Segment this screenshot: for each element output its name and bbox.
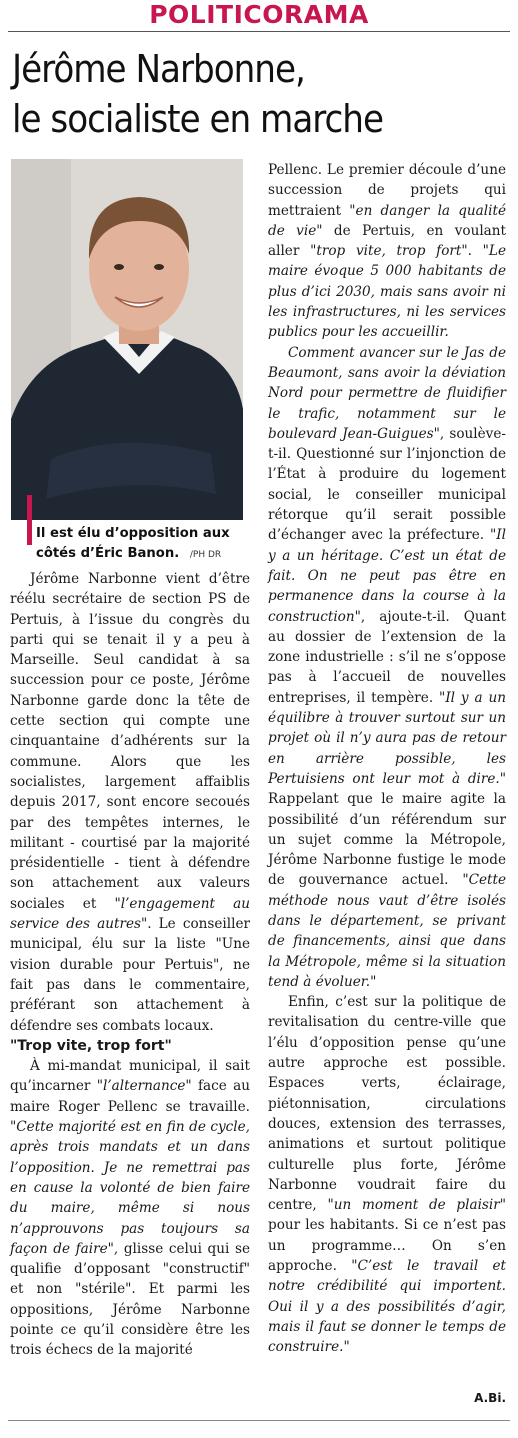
paragraph-centre-ville: Enfin, c’est sur la politique de revitalisation du centre-ville que l’élu d’opposition pense qu’une autre approche est possible. Espaces verts, éclairage, piétonnisation, circulations douces, extension des terrasses, animations et surtout politique culturelle plus forte, Jérôme Narbonne voudrait faire du centre, "un moment de plaisir" pour les habitants. Si ce n’est pas un programme… On s’en approche. "C’est le travail et notre crédibilité qui importent. Oui il y a des possibilités d’agir, mais il faut se donner le temps de construire." [268, 994, 507, 1356]
author-signature: A.Bi. [474, 1391, 506, 1405]
headline-line-1: Jérôme Narbonne, [12, 47, 305, 91]
paragraph-beaumont: Comment avancer sur le Jas de Beaumont, sans avoir la déviation Nord pour permettre de fluidifier le trafic, notamment sur le boulevard Jean-Guigues", soulève-t-il. Questionné sur l’injonction de l’État à produire du logement social, le conseiller municipal rétorque qu’il serait possible d’échanger avec la préfecture. "Il y a un héritage. C’est un état de fait. On ne peut pas être en permanence dans la course à la construction", ajoute-t-il. Quant au dossier de l’extension de la zone industrielle : s’il ne s’oppose pas à l’accueil de nouvelles entreprises, il tempère. "Il y a un équilibre à trouver surtout sur un projet où il n’y aura pas de retour en arrière possible, les Pertuisiens ont leur mot à dire." Rappelant que le maire agite la possibilité d’un référendum sur un sujet comme la Métropole, Jérôme Narbonne fustige le mode de gouvernance actuel. "Cette méthode nous vaut d’être isolés dans le département, se privant de financements, ainsi que dans la Métropole, même si la situation tend à évoluer." [268, 344, 506, 990]
article-headline [12, 44, 512, 144]
bottom-divider [8, 1420, 510, 1421]
paragraph-echecs: Pellenc. Le premier découle d’une succession de projets qui mettraient "en danger la qualité de vie" de Pertuis, en voulant aller "trop vite, trop fort". "Le maire évoque 5 000 habitants de plus d’ici 2030, mais sans avoir ni les infrastructures, ni les services publics pour les accueillir. [268, 162, 506, 341]
photo-credit: /PH DR [189, 550, 222, 560]
section-rubric: POLITICORAMA [149, 0, 369, 29]
title-divider [8, 31, 510, 32]
paragraph-alternance: À mi-mandat municipal, il sait qu’incarner "l’alternance" face au maire Roger Pellenc se travaille. "Cette majorité est en fin de cycle, après trois mandats et un dans l’opposition. Je ne remettrai pas en cause la volonté de bien faire du maire, même si nous n’approuvons pas toujours sa façon de faire", glisse celui qui se qualifie d’opposant "constructif" et non "stérile". Et parmi les oppositions, Jérôme Narbonne pointe ce qu’il considère être les trois échecs de la majorité [10, 1058, 251, 1359]
caption-accent-bar [27, 495, 32, 545]
caption-text: Il est élu d’opposition aux côtés d’Éric Banon. [36, 526, 230, 561]
article-subheading: "Trop vite, trop fort" [10, 1037, 172, 1054]
portrait-illustration [11, 159, 243, 520]
article-column-left [10, 569, 250, 1361]
photo-caption [36, 524, 250, 565]
article-column-right [268, 160, 506, 1358]
paragraph-intro: Jérôme Narbonne vient d’être réélu secrétaire de section PS de Pertuis, à l’issue du congrès du parti qui se tenait il y a peu à Marseille. Seul candidat à sa succession pour ce poste, Jérôme Narbonne garde donc la tête de cette section qui compte une cinquantaine d’adhérents sur la commune. Alors que les socialistes, largement affaiblis depuis 2017, sont encore secoués par des tempêtes internes, le militant - courtisé par la majorité présidentielle - tient à défendre son attachement aux valeurs sociales et "l’engagement au service des autres". Le conseiller municipal, élu sur la liste "Une vision durable pour Pertuis", ne fait pas dans le commentaire, préférant son attachement à défendre ses combats locaux. [10, 571, 251, 1034]
portrait-photo [11, 159, 243, 520]
headline-line-2: le socialiste en marche [12, 97, 384, 141]
